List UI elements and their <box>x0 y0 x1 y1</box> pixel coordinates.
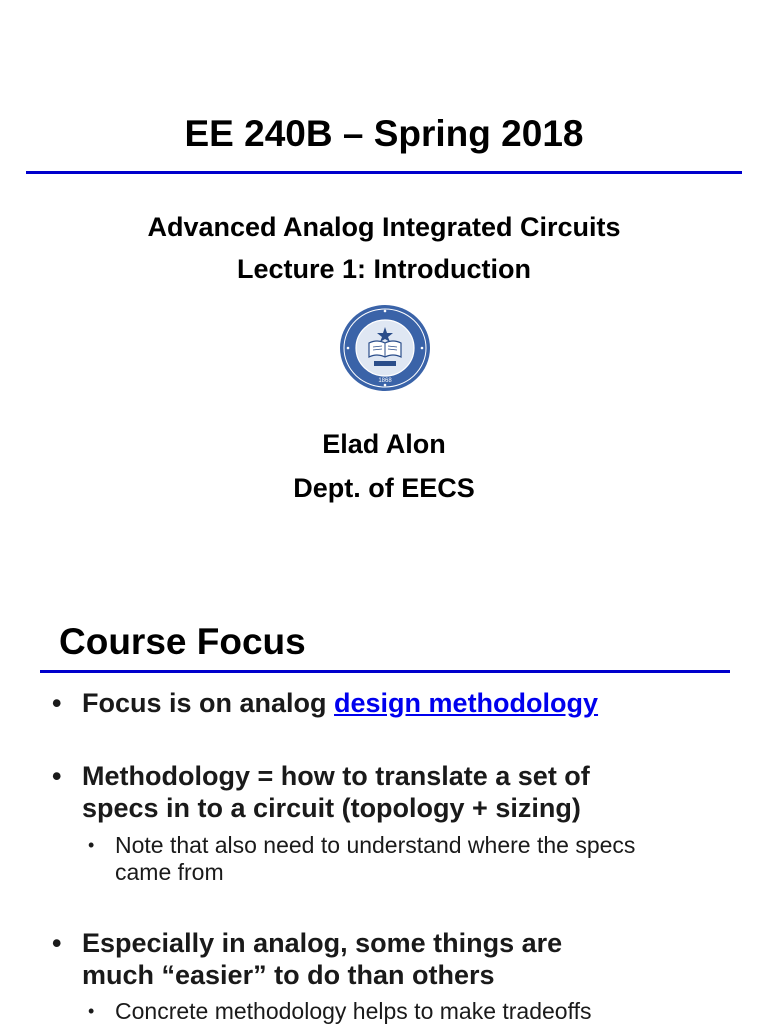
bullet-line: specs in to a circuit (topology + sizing) <box>82 793 581 823</box>
bullet-text <box>82 927 742 991</box>
heading-rule <box>40 670 730 673</box>
sub-bullet-dot: • <box>88 1001 95 1021</box>
sub-bullet-item <box>88 832 728 886</box>
course-name: Advanced Analog Integrated Circuits <box>147 212 621 242</box>
bullet-line: much “easier” to do than others <box>82 960 495 990</box>
svg-text:1868: 1868 <box>378 378 392 384</box>
bullet-text-prefix: Focus is on analog <box>82 688 335 718</box>
bullet-dot: • <box>52 688 62 718</box>
course-focus-slide <box>0 600 768 1024</box>
bullet-dot: • <box>52 928 62 958</box>
bullet-text <box>82 687 742 719</box>
bullet-line: Methodology = how to translate a set of <box>82 761 590 791</box>
design-methodology-link[interactable]: design methodology <box>334 688 599 718</box>
university-seal-icon <box>338 303 432 393</box>
bullet-item <box>52 760 742 824</box>
sub-bullet-dot: • <box>88 835 95 855</box>
bullet-dot: • <box>52 761 62 791</box>
sub-bullet-text <box>115 832 728 886</box>
sub-bullet-item <box>88 998 728 1024</box>
bullet-text <box>82 760 742 824</box>
sub-bullet-line: Note that also need to understand where the specs <box>115 832 636 858</box>
lecture-title: Lecture 1: Introduction <box>236 254 531 284</box>
sub-bullet-text <box>115 998 728 1024</box>
slide-heading: Course Focus <box>59 621 306 662</box>
sub-bullet-line: came from <box>115 859 224 885</box>
bullet-item <box>52 687 742 719</box>
title-rule <box>26 171 742 174</box>
sub-bullet-line: Concrete methodology helps to make tradeoffs <box>115 998 592 1024</box>
author-name: Elad Alon <box>322 429 446 459</box>
bullet-line: Especially in analog, some things are <box>82 928 563 958</box>
slide-title: EE 240B – Spring 2018 <box>184 113 584 154</box>
bullet-item <box>52 927 742 991</box>
author-department: Dept. of EECS <box>293 473 475 503</box>
